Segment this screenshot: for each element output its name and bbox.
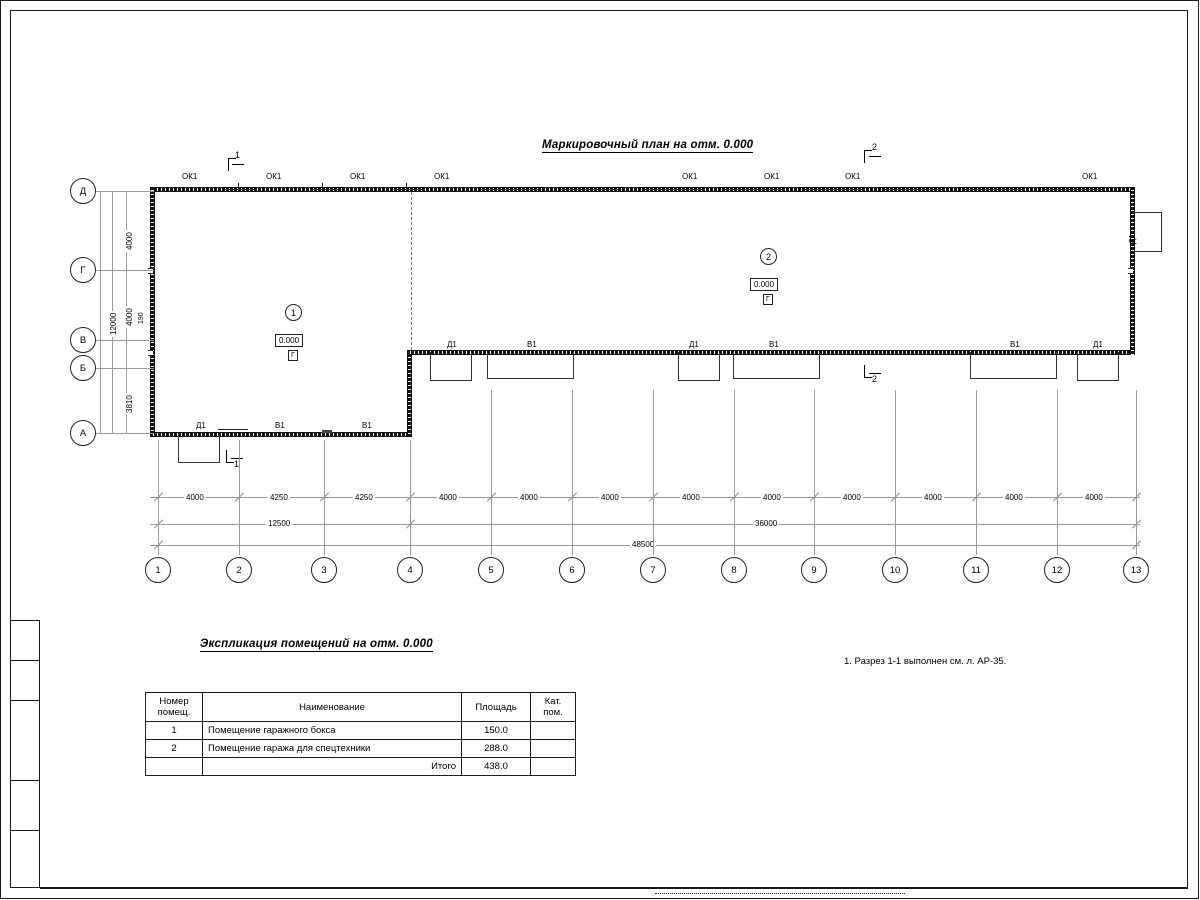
section-mark-arm — [864, 150, 872, 151]
dim-label-bay: 4000 — [1005, 493, 1023, 502]
axis-bubble-v: В — [70, 327, 96, 353]
axis-extension — [324, 440, 325, 555]
gate-opening — [733, 352, 820, 379]
window-opening — [395, 189, 425, 190]
axis-bubble-g: Г — [70, 257, 96, 283]
dim-label-total: 48500 — [632, 540, 655, 549]
section-mark-arm — [226, 462, 234, 463]
axis-extension — [491, 390, 492, 555]
header-category — [531, 693, 576, 722]
room-category-1: Г — [288, 350, 298, 361]
table-row — [146, 722, 576, 740]
header-name: Наименование — [203, 693, 462, 722]
axis-bubble-d: Д — [70, 178, 96, 204]
window-opening — [645, 189, 705, 190]
window-label: В1 — [769, 340, 779, 349]
dim-label-bay: 4250 — [355, 493, 373, 502]
window-opening — [1045, 189, 1105, 190]
table-header-row — [146, 693, 576, 722]
window-opening — [310, 189, 340, 190]
window-opening — [725, 189, 785, 190]
wall-opening — [148, 350, 153, 356]
stamp-divider-3 — [10, 700, 40, 701]
table-total-row — [146, 758, 576, 776]
window-label: В1 — [1010, 340, 1020, 349]
wall-left — [150, 187, 155, 437]
section-mark-label-1-bottom: 1 — [234, 459, 240, 469]
dim-line-bays — [150, 497, 1140, 498]
axis-bubble-7: 7 — [640, 557, 666, 583]
window-label: ОК1 — [1082, 172, 1098, 181]
axis-extension — [734, 390, 735, 555]
axis-bubble-4: 4 — [397, 557, 423, 583]
gate-opening — [970, 352, 1057, 379]
dim-label-vertical: 190 — [138, 312, 145, 324]
cell-area: 288.0 — [462, 740, 531, 758]
section-mark-underline — [232, 164, 244, 165]
axis-bubble-2: 2 — [226, 557, 252, 583]
axis-leader-b — [96, 368, 154, 369]
explication-table — [145, 692, 576, 776]
window-opening — [560, 189, 620, 190]
header-number — [146, 693, 203, 722]
window-opening — [805, 189, 865, 190]
dim-label-bay: 4000 — [1085, 493, 1103, 502]
axis-bubble-13: 13 — [1123, 557, 1149, 583]
cell-category — [531, 722, 576, 740]
window-opening — [885, 189, 945, 190]
door-opening — [678, 352, 720, 381]
axis-bubble-6: 6 — [559, 557, 585, 583]
axis-extension — [895, 390, 896, 555]
stamp-divider-4 — [10, 780, 40, 781]
axis-extension — [158, 440, 159, 555]
cell-number: 1 — [146, 722, 203, 740]
room-level-2: 0.000 — [750, 278, 778, 291]
door-label-right: Д1 — [1128, 234, 1137, 244]
room-number-1: 1 — [285, 304, 302, 321]
dim-label-bay: 4000 — [520, 493, 538, 502]
axis-leader-d — [96, 191, 154, 192]
door-label: Д1 — [196, 421, 206, 430]
window-label: ОК1 — [764, 172, 780, 181]
title-block-dots — [655, 893, 905, 894]
dim-label-vertical: 4000 — [125, 308, 134, 326]
axis-bubble-10: 10 — [882, 557, 908, 583]
header-area: Площадь — [462, 693, 531, 722]
section-mark-arm — [864, 150, 865, 163]
wall-opening — [1128, 268, 1133, 274]
window-label: ОК1 — [350, 172, 366, 181]
cell-total-area: 438.0 — [462, 758, 531, 776]
room-number-2: 2 — [760, 248, 777, 265]
partition-dashed — [411, 192, 412, 350]
window-label: ОК1 — [182, 172, 198, 181]
axis-bubble-5: 5 — [478, 557, 504, 583]
cell-category — [531, 740, 576, 758]
dim-label-bay: 4250 — [270, 493, 288, 502]
dim-label-bay: 4000 — [601, 493, 619, 502]
header-category-line1: Кат. — [544, 696, 562, 707]
wall-tick — [406, 183, 407, 188]
window-opening — [965, 189, 1025, 190]
door-opening — [1077, 352, 1119, 381]
axis-extension — [410, 440, 411, 555]
axis-bubble-b: Б — [70, 355, 96, 381]
wall-tick — [238, 183, 239, 188]
plan-title: Маркировочный план на отм. 0.000 — [542, 139, 754, 151]
window-label: В1 — [275, 421, 285, 430]
stamp-divider-1 — [10, 620, 40, 621]
window-label: В1 — [362, 421, 372, 430]
dim-label-vertical: 3810 — [125, 395, 134, 413]
dim-label-bay: 4000 — [763, 493, 781, 502]
dim-label-bay: 4000 — [924, 493, 942, 502]
section-mark-arm — [228, 158, 229, 171]
window-label: В1 — [527, 340, 537, 349]
cell-area: 150.0 — [462, 722, 531, 740]
axis-extension — [814, 390, 815, 555]
dim-label-bay: 4000 — [843, 493, 861, 502]
door-label: Д1 — [689, 340, 699, 349]
cell-number: 2 — [146, 740, 203, 758]
window-label: ОК1 — [266, 172, 282, 181]
cell-empty — [146, 758, 203, 776]
axis-bubble-a: А — [70, 420, 96, 446]
axis-leader-v — [96, 340, 154, 341]
axis-bubble-11: 11 — [963, 557, 989, 583]
room-level-1: 0.000 — [275, 334, 303, 347]
axis-extension — [1057, 390, 1058, 555]
cell-total-label: Итого — [203, 758, 462, 776]
axis-extension — [1136, 390, 1137, 555]
dim-label-vertical-total: 12000 — [109, 312, 118, 335]
table-row — [146, 740, 576, 758]
dim-line-groups — [150, 524, 1140, 525]
door-label: Д1 — [447, 340, 457, 349]
dim-chain-total-v — [100, 191, 101, 433]
gate-opening — [487, 352, 574, 379]
stamp-divider-2 — [10, 660, 40, 661]
window-opening — [225, 189, 255, 190]
wall-opening — [148, 268, 153, 274]
axis-extension — [976, 390, 977, 555]
window-opening — [480, 189, 540, 190]
axis-bubble-3: 3 — [311, 557, 337, 583]
axis-bubble-12: 12 — [1044, 557, 1070, 583]
wall-jog-vertical — [407, 350, 412, 437]
drawing-note: 1. Разрез 1-1 выполнен см. л. АР-35. — [844, 656, 1007, 667]
cell-name: Помещение гаража для спецтехники — [203, 740, 462, 758]
stamp-divider-5 — [10, 830, 40, 831]
section-mark-arm — [864, 377, 872, 378]
window-label: ОК1 — [845, 172, 861, 181]
window-label: ОК1 — [682, 172, 698, 181]
header-category-line2: пом. — [543, 707, 563, 718]
header-number-line1: Номер — [159, 696, 189, 707]
section-mark-label-1-top: 1 — [235, 150, 241, 160]
dim-label-bay: 4000 — [186, 493, 204, 502]
axis-bubble-9: 9 — [801, 557, 827, 583]
explication-title: Экспликация помещений на отм. 0.000 — [200, 638, 433, 650]
dim-label-vertical: 4000 — [125, 232, 134, 250]
dim-label-bay: 4000 — [682, 493, 700, 502]
section-mark-label-2-bottom: 2 — [872, 374, 878, 384]
axis-extension — [653, 390, 654, 555]
axis-leader-a — [96, 433, 154, 434]
door-label: Д1 — [1093, 340, 1103, 349]
room-category-2: Г — [763, 294, 773, 305]
title-block-line — [40, 888, 1188, 889]
axis-leader-g — [96, 270, 154, 271]
wall-tick — [322, 183, 323, 188]
section-mark-label-2-top: 2 — [872, 142, 878, 152]
axis-bubble-1: 1 — [145, 557, 171, 583]
dim-label-group: 36000 — [755, 519, 778, 528]
door-opening-right — [1133, 212, 1162, 252]
door-opening — [430, 352, 472, 381]
dim-label-group: 12500 — [268, 519, 291, 528]
header-number-line2: помещ. — [157, 707, 191, 718]
axis-extension — [239, 440, 240, 555]
door-opening — [178, 434, 220, 463]
cell-total-category — [531, 758, 576, 776]
section-mark-underline — [869, 156, 881, 157]
wall-opening — [322, 430, 332, 433]
axis-extension — [572, 390, 573, 555]
wall-opening — [218, 429, 248, 430]
cell-name: Помещение гаражного бокса — [203, 722, 462, 740]
window-label: ОК1 — [434, 172, 450, 181]
dim-label-bay: 4000 — [439, 493, 457, 502]
axis-bubble-8: 8 — [721, 557, 747, 583]
